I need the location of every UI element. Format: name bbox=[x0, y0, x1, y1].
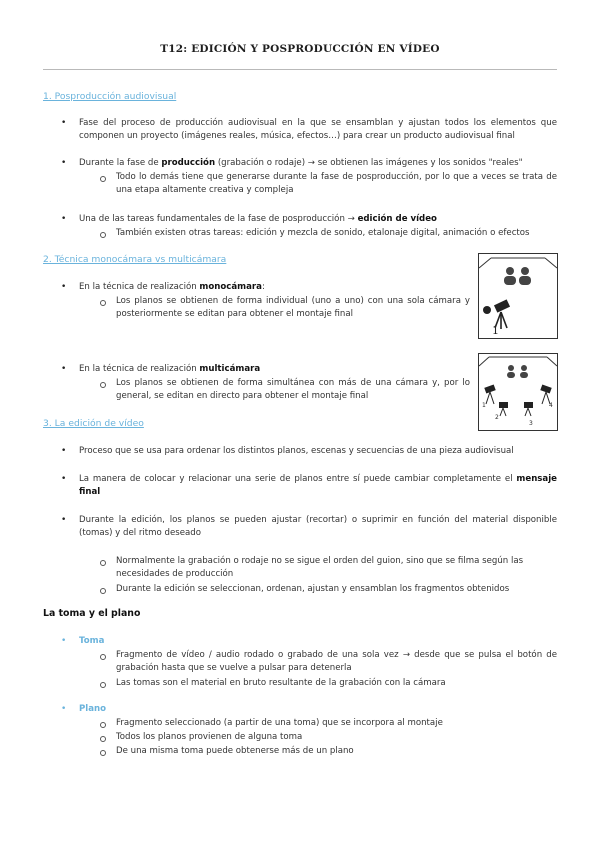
bullet: • bbox=[61, 704, 67, 714]
paragraph: Los planos se obtienen de forma simultánea con más de una cámara y, por lo general, se editan en directo para obtener el montaje final bbox=[116, 378, 470, 401]
camera-number-label: 2 bbox=[495, 414, 499, 421]
sub-bullet bbox=[100, 682, 106, 688]
paragraph: También existen otras tareas: edición y mezcla de sonido, etalonaje digital, animación o efectos bbox=[116, 228, 530, 238]
title-divider bbox=[43, 69, 557, 70]
bullet: • bbox=[61, 515, 67, 525]
sub-bullet bbox=[100, 654, 106, 660]
sub-bullet bbox=[100, 722, 106, 728]
person-icon bbox=[504, 267, 516, 285]
camera-number-label: 1 bbox=[492, 324, 499, 337]
person-icon bbox=[507, 365, 515, 378]
sub-bullet bbox=[100, 176, 106, 182]
paragraph: Durante la fase de producción (grabación o rodaje) → se obtienen las imágenes y los sonidos "reales" bbox=[79, 158, 523, 168]
camera-number-label: 1 bbox=[482, 402, 486, 409]
paragraph: En la técnica de realización monocámara: bbox=[79, 282, 265, 292]
bullet: • bbox=[61, 446, 67, 456]
paragraph: La manera de colocar y relacionar una serie de planos entre sí puede cambiar completamente el mensaje final bbox=[79, 474, 557, 497]
paragraph: Durante la edición se seleccionan, ordenan, ajustan y ensamblan los fragmentos obtenidos bbox=[116, 584, 510, 594]
camera-number-label: 3 bbox=[529, 420, 533, 427]
page-title: T12: EDICIÓN Y POSPRODUCCIÓN EN VÍDEO bbox=[160, 43, 440, 55]
bullet: • bbox=[61, 364, 67, 374]
sub-bullet bbox=[100, 232, 106, 238]
sub-bullet bbox=[100, 736, 106, 742]
person-icon bbox=[519, 267, 531, 285]
paragraph: Fragmento de vídeo / audio rodado o grabado de una sola vez → desde que se pulsa el botón de grabación hasta que se vuelve a pulsar para detenerla bbox=[116, 650, 557, 673]
paragraph: Todo lo demás tiene que generarse durante la fase de posproducción, por lo que a veces se trata de una etapa altamente creativa y compleja bbox=[116, 172, 557, 195]
paragraph: Una de las tareas fundamentales de la fase de posproducción → edición de vídeo bbox=[79, 214, 437, 224]
sub-bullet bbox=[100, 382, 106, 388]
bullet: • bbox=[61, 158, 67, 168]
sub-bullet bbox=[100, 300, 106, 306]
sub-bullet bbox=[100, 588, 106, 594]
paragraph: Las tomas son el material en bruto resultante de la grabación con la cámara bbox=[116, 678, 446, 688]
term-plano: Plano bbox=[79, 704, 107, 714]
section-heading-posproduccion[interactable]: 1. Posproducción audiovisual bbox=[43, 91, 177, 102]
section-heading-edicion[interactable]: 3. La edición de vídeo bbox=[43, 418, 144, 429]
section-heading-tecnica[interactable]: 2. Técnica monocámara vs multicámara bbox=[43, 254, 227, 265]
sub-bullet bbox=[100, 560, 106, 566]
monocamera-diagram bbox=[479, 254, 557, 338]
camera-icon bbox=[524, 402, 533, 416]
camera-number-label: 4 bbox=[549, 402, 553, 409]
paragraph: En la técnica de realización multicámara bbox=[79, 364, 261, 374]
paragraph: Los planos se obtienen de forma individual (uno a uno) con una sola cámara y posteriormente se editan para obtener el montaje final bbox=[116, 296, 470, 319]
sub-bullet bbox=[100, 750, 106, 756]
bullet: • bbox=[61, 214, 67, 224]
term-toma: Toma bbox=[79, 636, 105, 646]
monocamera-illustration bbox=[478, 253, 558, 339]
paragraph: Normalmente la grabación o rodaje no se sigue el orden del guion, sino que se filma según las necesidades de producción bbox=[116, 556, 524, 579]
person-icon bbox=[520, 365, 528, 378]
multicamera-illustration bbox=[478, 353, 558, 431]
bullet: • bbox=[61, 282, 67, 292]
bullet: • bbox=[61, 474, 67, 484]
bullet: • bbox=[61, 118, 67, 128]
paragraph: De una misma toma puede obtenerse más de un plano bbox=[116, 746, 354, 756]
bullet: • bbox=[61, 636, 67, 646]
multicamera-diagram bbox=[479, 354, 557, 430]
camera-icon bbox=[499, 402, 508, 416]
paragraph: Todos los planos provienen de alguna toma bbox=[116, 732, 303, 742]
paragraph: Fragmento seleccionado (a partir de una toma) que se incorpora al montaje bbox=[116, 718, 443, 728]
paragraph: Durante la edición, los planos se pueden ajustar (recortar) o suprimir en función del material disponible (tomas) y del ritmo deseado bbox=[79, 515, 557, 538]
paragraph: Fase del proceso de producción audiovisual en la que se ensamblan y ajustan todos los elementos que componen un proyecto (imágenes reales, música, efectos…) para crear un producto audiovisual final bbox=[79, 118, 557, 141]
paragraph: Proceso que se usa para ordenar los distintos planos, escenas y secuencias de una pieza audiovisual bbox=[79, 446, 514, 456]
subheading-toma-plano: La toma y el plano bbox=[43, 608, 141, 619]
